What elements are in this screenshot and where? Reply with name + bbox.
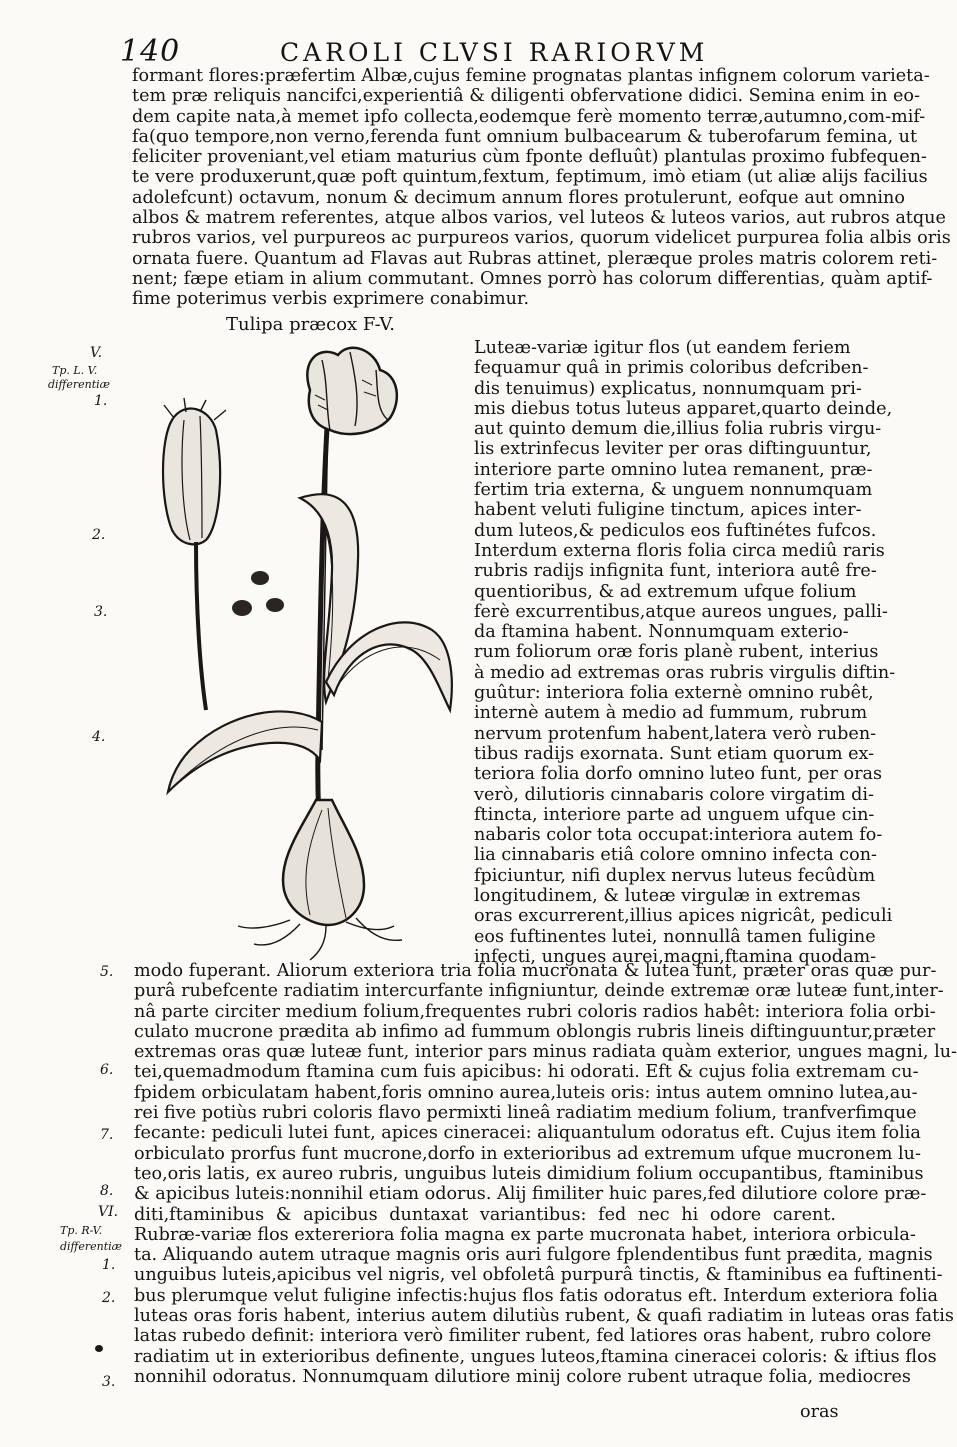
text-line: & apicibus luteis:nonnihil etiam odorus. Alij fimiliter huic pares,fed dilutiore colore præ-: [134, 1184, 927, 1205]
text-line: ftincta, interiore parte ad unguem ufque cin-: [474, 804, 875, 825]
text-line: ornata fuere. Quantum ad Flavas aut Rubras attinet, pleræque proles matris colorem reti-: [132, 248, 938, 269]
text-line: tei,quemadmodum ftamina cum fuis apicibus: hi odorati. Eft & cujus folia extremam cu-: [134, 1062, 919, 1083]
text-line: nonnihil odoratus. Nonnumquam dilutiore minij colore rubent utraque folia, mediocres: [134, 1366, 911, 1387]
margin-number-2: 2.: [92, 527, 106, 543]
text-line: ferè excurrentibus,atque aureos ungues, palli-: [474, 601, 888, 622]
text-line: fpiciuntur, nifi duplex nervus luteus fecûdùm: [474, 865, 876, 886]
text-line: nabaris color tota occupat:interiora autem fo-: [474, 825, 883, 846]
figure-caption: Tulipa præcox F-V.: [226, 314, 395, 335]
text-line: fequamur quâ in primis coloribus defcriben-: [474, 358, 869, 379]
text-line: bus plerumque velut fuligine infectis:hujus flos fatis odoratus eft. Interdum exteriora folia: [134, 1285, 938, 1306]
text-line: infecti, ungues aurei,magni,ftamina quodam-: [474, 946, 877, 967]
text-line: aut quinto demum die,illius folia rubris virgu-: [474, 419, 882, 440]
margin-number-5: 5.: [100, 964, 114, 980]
margin-tp-rv: Tp. R-V.: [60, 1224, 103, 1237]
text-line: fime poterimus verbis exprimere conabimur.: [132, 289, 530, 310]
text-line: adolefcunt) octavum, nonum & decimum annum flores protulerunt, eofque aut omnino: [132, 187, 905, 208]
right-column-text: [474, 338, 896, 967]
text-line: oras excurrerent,illius apices nigricât, pediculi: [474, 906, 893, 927]
text-line: formant flores:præfertim Albæ,cujus femine prognatas plantas infignem colorum varieta-: [132, 66, 930, 86]
text-line: interiore parte omnino lutea remanent, præ-: [474, 459, 873, 480]
tulip-woodcut-illustration: [150, 330, 468, 970]
text-line: Interdum externa floris folia circa mediû raris: [474, 540, 885, 561]
text-line: modo fuperant. Aliorum exteriora tria folia mucronata & lutea funt, præter oras quæ pur-: [134, 961, 937, 981]
text-line: diti,ftaminibus & apicibus duntaxat variantibus: fed nec hi odore carent.: [134, 1204, 836, 1225]
text-line: teriora folia dorfo omnino luteo funt, per oras: [474, 764, 883, 785]
text-line: tibus radijs exornata. Sunt etiam quorum ex-: [474, 743, 875, 764]
text-line: guûtur: interiora folia externè omnino rubêt,: [474, 683, 874, 704]
text-line: orbiculato prorfus funt mucrone,dorfo in exterioribus ad extremum ufque mucronem lu-: [134, 1143, 921, 1164]
text-line: te vere produxerunt,quæ poft quintum,fextum, feptimum, imò etiam (ut aliæ alijs facilius: [132, 167, 928, 188]
text-line: extremas oras quæ luteæ funt, interior pars minus radiata quàm exterior, ungues magni, lu-: [134, 1042, 957, 1063]
text-line: dem capite nata,à memet ipfo collecta,eodemque ferè momento terræ,autumno,com-mif-: [132, 106, 926, 127]
margin-section-vi: VI.: [98, 1204, 119, 1220]
text-line: rei five potiùs rubri coloris flavo permixti lineâ radiatim medium folium, tranfverfimque: [134, 1103, 917, 1124]
margin-number-3b: 3.: [102, 1374, 116, 1390]
text-line: culato mucrone prædita ab infimo ad fummum oblongis rubris lineis diftinguuntur,præter: [134, 1021, 936, 1042]
text-line: rum foliorum oræ foris planè rubent, interius: [474, 642, 879, 663]
ink-blot-mark: [95, 1345, 103, 1352]
text-line: longitudinem, & luteæ virgulæ in extremas: [474, 886, 861, 907]
text-line: lis extrinfecus leviter per oras diftinguuntur,: [474, 439, 872, 460]
margin-differentiae-1: differentiæ: [48, 378, 110, 391]
margin-number-7: 7.: [100, 1127, 114, 1143]
text-line: luteas oras foris habent, interius autem dilutiùs rubent, & quafi radiatim in luteas oras fatis: [134, 1306, 954, 1327]
margin-number-3: 3.: [94, 604, 108, 620]
page-number: 140: [120, 34, 181, 69]
text-line: dis tenuimus) explicatus, nonnumquam pri-: [474, 378, 862, 399]
margin-number-6: 6.: [100, 1062, 114, 1078]
margin-number-2b: 2.: [102, 1290, 116, 1306]
text-line: rubros varios, vel purpureos ac purpureos varios, quorum videlicet purpurea folia albis oris: [132, 228, 951, 249]
text-line: Rubræ-variæ flos extereriora folia magna ex parte mucronata habet, interiora orbicula-: [134, 1224, 916, 1245]
text-line: à medio ad extremas oras rubris virgulis diftin-: [474, 662, 896, 683]
text-line: unguibus luteis,apicibus vel nigris, vel obfoletâ purpurâ tinctis, & ftaminibus ea fuftinenti-: [134, 1265, 943, 1286]
bottom-paragraph: [134, 961, 957, 1387]
text-line: habent veluti fuligine tinctum, apices inter-: [474, 500, 862, 521]
text-line: radiatim ut in exterioribus definente, ungues luteos,ftamina cineracei coloris: & iftius flos: [134, 1346, 937, 1367]
text-line: da ftamina habent. Nonnumquam exterio-: [474, 622, 849, 643]
text-line: feliciter proveniant,vel etiam maturius cùm fponte defluût) plantulas proximo fubfequen-: [132, 147, 927, 168]
text-line: mis diebus totus luteus apparet,quarto deinde,: [474, 398, 893, 419]
text-line: fpidem orbiculatam habent,foris omnino aurea,luteis oris: intus autem omnino lutea,au-: [134, 1082, 918, 1103]
catchword: oras: [800, 1402, 839, 1422]
margin-section-v: V.: [90, 345, 103, 361]
text-line: teo,oris latis, ex aureo rubris, unguibus luteis dimidium folium occupantibus, ftaminibus: [134, 1163, 924, 1184]
margin-number-1b: 1.: [102, 1257, 116, 1273]
text-line: Luteæ-variæ igitur flos (ut eandem feriem: [474, 338, 851, 358]
text-line: purâ rubefcente radiatim intercurfante infigniuntur, deinde extremæ oræ luteæ funt,inter-: [134, 981, 944, 1002]
margin-differentiae-2: differentiæ: [60, 1240, 122, 1253]
page-header: [120, 34, 760, 68]
text-line: albos & matrem referentes, atque albos varios, vel luteos & luteos varios, aut rubros atque: [132, 208, 946, 229]
text-line: eos fuftinentes lutei, nonnullâ tamen fuligine: [474, 926, 876, 947]
text-line: nervum protenfum habent,latera verò ruben-: [474, 723, 877, 744]
text-line: dum luteos,& pediculos eos fuftinétes fufcos.: [474, 520, 877, 541]
margin-number-8: 8.: [100, 1183, 114, 1199]
text-line: nâ parte circiter medium folium,frequentes rubri coloris radios habêt: interiora folia orbi-: [134, 1001, 936, 1022]
text-line: nent; fæpe etiam in alium commutant. Omnes porrò has colorum differentias, quàm aptif-: [132, 268, 933, 289]
text-line: ta. Aliquando autem utraque magnis oris auri fulgore fplendentibus funt prædita, magnis: [134, 1245, 933, 1266]
text-line: lia cinnabaris etiâ colore omnino infecta con-: [474, 845, 878, 866]
text-line: latas rubedo definit: interiora verò fimiliter rubent, fed latiores oras habent, rubro colore: [134, 1326, 932, 1347]
margin-tp-lv: Tp. L. V.: [52, 364, 98, 377]
text-line: rubris radijs infignita funt, interiora autê fre-: [474, 561, 877, 582]
text-line: fa(quo tempore,non verno,ferenda funt omnium bulbacearum & tuberofarum femina, ut: [132, 126, 918, 147]
text-line: fertim tria externa, & unguem nonnumquam: [474, 480, 873, 501]
text-line: tem præ reliquis nancifci,experientiâ & diligenti obfervatione didici. Semina enim in eo-: [132, 86, 920, 107]
margin-number-1: 1.: [94, 393, 108, 409]
text-line: internè autem à medio ad fummum, rubrum: [474, 703, 868, 724]
text-line: fecante: pediculi lutei funt, apices cineracei: aliquantulum odoratus eft. Cujus item folia: [134, 1123, 921, 1144]
text-line: verò, dilutioris cinnabaris colore virgatim di-: [474, 784, 874, 805]
margin-number-4: 4.: [92, 729, 106, 745]
top-paragraph: [132, 66, 951, 310]
text-line: quentioribus, & ad extremum ufque folium: [474, 581, 857, 602]
running-head: CAROLI CLVSI RARIORVM: [280, 38, 709, 67]
